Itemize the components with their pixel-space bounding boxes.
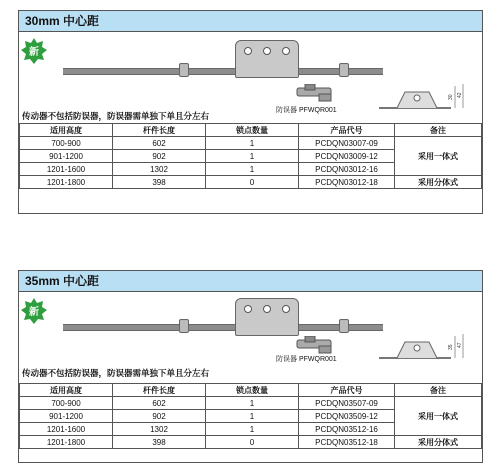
panel-title: 30mm 中心距 [19, 11, 482, 32]
cell-height: 1201-1800 [20, 436, 113, 449]
cell-points: 1 [206, 410, 299, 423]
note-text: 传动器不包括防误器，防误器需单独下单且分左右 [22, 368, 210, 378]
cell-length: 1302 [113, 163, 206, 176]
cell-height: 1201-1800 [20, 176, 113, 189]
gearbox-housing [235, 40, 299, 78]
cell-remark: 采用一体式 [395, 137, 482, 176]
cell-points: 1 [206, 163, 299, 176]
cell-code: PCDQN03512-16 [299, 423, 395, 436]
cell-points: 0 [206, 436, 299, 449]
cell-length: 1302 [113, 423, 206, 436]
lock-point [179, 319, 189, 333]
table-row [20, 397, 482, 410]
note-text: 传动器不包括防误器，防误器需单独下单且分左右 [22, 111, 210, 121]
col-header: 产品代号 [299, 384, 395, 397]
spec-table [19, 383, 482, 449]
cell-height: 901-1200 [20, 150, 113, 163]
panel-title: 35mm 中心距 [19, 271, 482, 292]
cell-code: PCDQN03509-12 [299, 410, 395, 423]
product-panel-30mm [18, 10, 483, 214]
cell-height: 700-900 [20, 397, 113, 410]
spec-table [19, 123, 482, 189]
cell-remark: 采用分体式 [395, 436, 482, 449]
cell-height: 1201-1600 [20, 423, 113, 436]
new-badge-icon [21, 298, 47, 324]
cell-height: 901-1200 [20, 410, 113, 423]
cell-code: PCDQN03009-12 [299, 150, 395, 163]
transmission-rod [63, 324, 383, 331]
gear-hole [263, 305, 271, 313]
cell-code: PCDQN03007-09 [299, 137, 395, 150]
dimension-detail-drawing [379, 332, 471, 366]
col-header: 产品代号 [299, 124, 395, 137]
col-header: 适用高度 [20, 124, 113, 137]
gearbox-housing [235, 298, 299, 336]
badge-text: 新 [29, 47, 39, 58]
dimension-inner: 35 [448, 344, 454, 350]
table-row [20, 176, 482, 189]
table-row [20, 436, 482, 449]
cell-length: 602 [113, 397, 206, 410]
cell-points: 0 [206, 176, 299, 189]
cell-code: PCDQN03012-18 [299, 176, 395, 189]
cell-height: 1201-1600 [20, 163, 113, 176]
product-panel-35mm [18, 270, 483, 463]
col-header: 备注 [395, 384, 482, 397]
dimension-outer: 42 [457, 92, 463, 98]
anti-misoperation-device-icon [295, 336, 333, 354]
dimension-outer: 47 [457, 342, 463, 348]
cell-length: 398 [113, 176, 206, 189]
col-header: 锁点数量 [206, 384, 299, 397]
col-header: 适用高度 [20, 384, 113, 397]
col-header: 杆件长度 [113, 124, 206, 137]
gear-hole [282, 305, 290, 313]
dimension-inner: 30 [448, 94, 454, 100]
cell-code: PCDQN03512-18 [299, 436, 395, 449]
guard-label: 防误器 PFWQR001 [276, 107, 337, 114]
cell-length: 902 [113, 410, 206, 423]
cell-points: 1 [206, 150, 299, 163]
new-badge-icon [21, 38, 47, 64]
cell-points: 1 [206, 137, 299, 150]
table-row [20, 137, 482, 150]
gear-hole [244, 47, 252, 55]
cell-height: 700-900 [20, 137, 113, 150]
gear-hole [263, 47, 271, 55]
transmission-rod [63, 68, 383, 75]
table-header-row [20, 384, 482, 397]
lock-point [339, 319, 349, 333]
cell-length: 902 [113, 150, 206, 163]
guard-label: 防误器 PFWQR001 [276, 356, 337, 363]
anti-misoperation-device-icon [295, 84, 333, 102]
col-header: 杆件长度 [113, 384, 206, 397]
cell-code: PCDQN03012-16 [299, 163, 395, 176]
cell-code: PCDQN03507-09 [299, 397, 395, 410]
gear-hole [282, 47, 290, 55]
dimension-detail-drawing [379, 82, 471, 116]
product-illustration [19, 32, 482, 114]
lock-point [339, 63, 349, 77]
gear-hole [244, 305, 252, 313]
col-header: 锁点数量 [206, 124, 299, 137]
product-illustration [19, 292, 482, 362]
cell-remark: 采用分体式 [395, 176, 482, 189]
cell-length: 602 [113, 137, 206, 150]
badge-text: 新 [29, 307, 39, 318]
cell-points: 1 [206, 423, 299, 436]
cell-remark: 采用一体式 [395, 397, 482, 436]
lock-point [179, 63, 189, 77]
cell-points: 1 [206, 397, 299, 410]
col-header: 备注 [395, 124, 482, 137]
cell-length: 398 [113, 436, 206, 449]
table-header-row [20, 124, 482, 137]
